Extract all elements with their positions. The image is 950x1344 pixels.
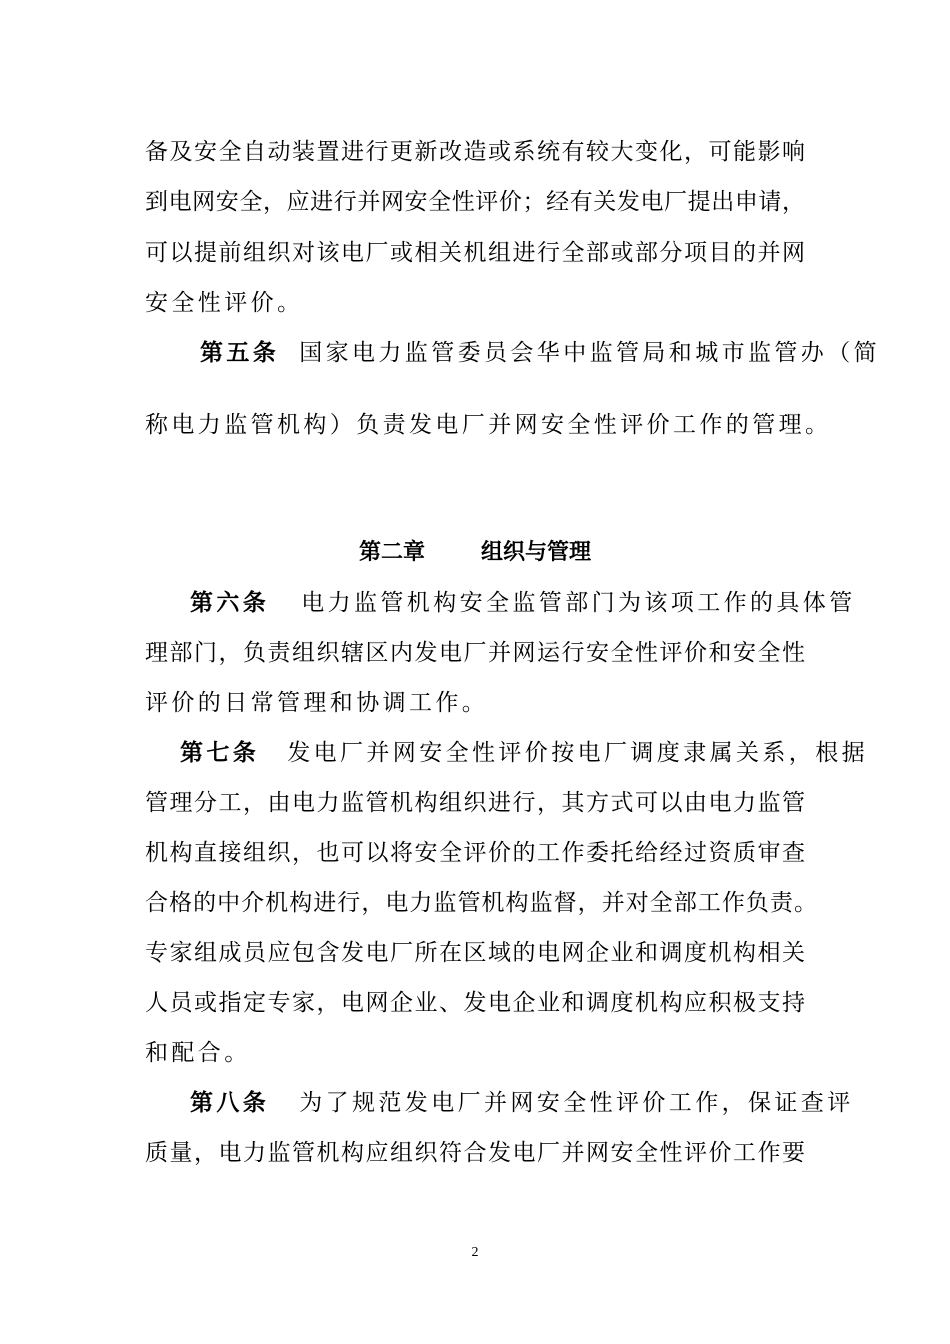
paragraph-line: 备及安全自动装置进行更新改造或系统有较大变化，可能影响 <box>145 139 805 165</box>
article-5-text: 国家电力监管委员会华中监管局和城市监管办（简 <box>299 340 881 366</box>
article-6-line-1 <box>190 588 856 618</box>
paragraph-line: 安全性评价。 <box>145 290 304 316</box>
article-5-line-1 <box>200 338 881 368</box>
paragraph-line: 可以提前组织对该电厂或相关机组进行全部或部分项目的并网 <box>145 240 805 266</box>
article-7-line-2: 管理分工，由电力监管机构组织进行，其方式可以由电力监管 <box>145 790 805 816</box>
article-8-label: 第八条 <box>190 1089 270 1116</box>
article-7-line-7: 和配合。 <box>145 1040 251 1066</box>
article-7-line-1 <box>180 738 869 768</box>
article-6-label: 第六条 <box>190 589 270 616</box>
chapter-heading <box>0 538 950 568</box>
chapter-number: 第二章 <box>358 540 425 565</box>
article-8-text: 为了规范发电厂并网安全性评价工作，保证查评 <box>299 1090 854 1116</box>
article-8-line-2: 质量，电力监管机构应组织符合发电厂并网安全性评价工作要 <box>145 1140 805 1166</box>
article-6-line-3: 评价的日常管理和协调工作。 <box>145 690 489 716</box>
article-6-text: 电力监管机构安全监管部门为该项工作的具体管 <box>301 590 856 616</box>
article-5-label: 第五条 <box>200 339 280 366</box>
article-5-line-2: 称电力监管机构）负责发电厂并网安全性评价工作的管理。 <box>145 412 832 438</box>
paragraph-line: 到电网安全，应进行并网安全性评价；经有关发电厂提出申请， <box>145 189 805 215</box>
article-6-line-2: 理部门，负责组织辖区内发电厂并网运行安全性评价和安全性 <box>145 640 805 666</box>
chapter-title: 组织与管理 <box>481 540 592 565</box>
page-number: 2 <box>471 1245 479 1260</box>
article-7-line-3: 机构直接组织，也可以将安全评价的工作委托给经过资质审查 <box>145 840 805 866</box>
article-7-text: 发电厂并网安全性评价按电厂调度隶属关系，根据 <box>287 740 869 766</box>
article-7-label: 第七条 <box>180 739 260 766</box>
article-7-line-4: 合格的中介机构进行，电力监管机构监督，并对全部工作负责。 <box>145 890 817 916</box>
article-8-line-1 <box>190 1088 854 1118</box>
article-7-line-6: 人员或指定专家，电网企业、发电企业和调度机构应积极支持 <box>145 990 805 1016</box>
article-7-line-5: 专家组成员应包含发电厂所在区域的电网企业和调度机构相关 <box>145 940 805 966</box>
